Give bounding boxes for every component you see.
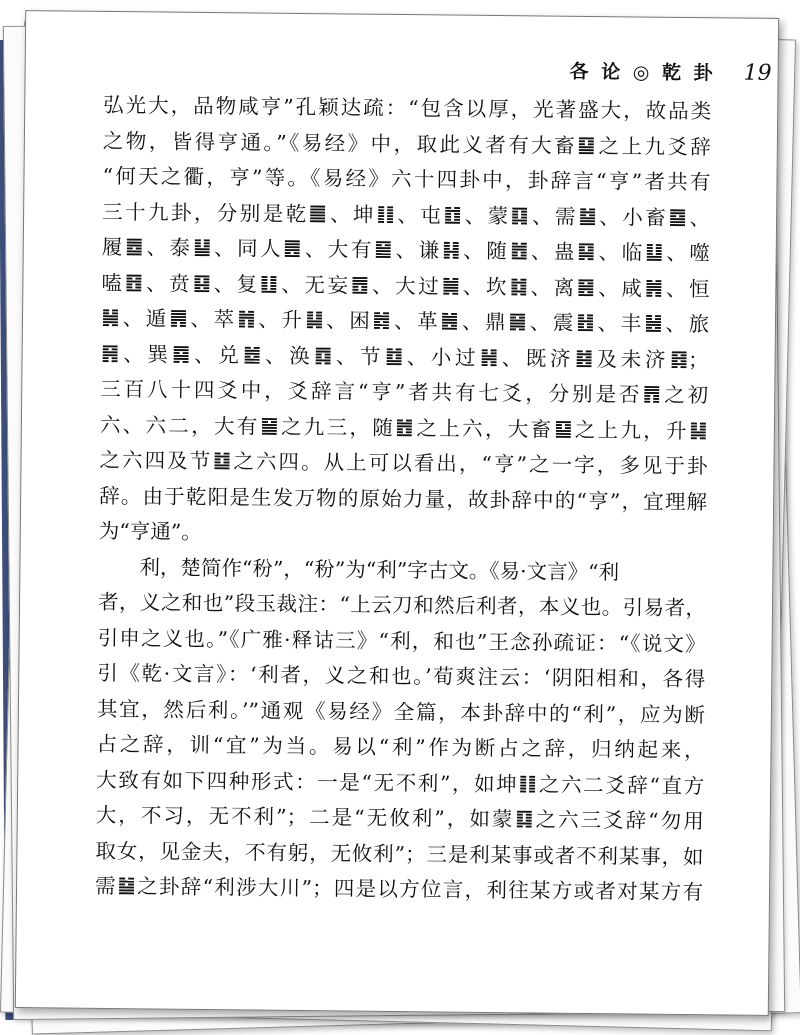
hexagram-icon (194, 274, 209, 292)
text-segment: 、旅 (662, 311, 710, 337)
hexagram-icon (352, 276, 367, 294)
hexagram-icon (578, 314, 593, 332)
hexagram-icon (511, 242, 526, 260)
text-segment: 其宜，然后利。’”通观《易经》全篇，本卦辞中的“利”，应为断 (96, 696, 706, 727)
text-segment: 取女，见金夫，不有躬，无攸利”；三是利某事或者不利某事，如 (95, 838, 704, 869)
text-segment: 、临 (595, 240, 645, 265)
hexagram-icon (512, 207, 527, 225)
text-line (95, 869, 703, 911)
text-segment: 之物，皆得亨通。”《易经》中，取此义者有大畜 (102, 128, 578, 158)
hexagram-icon (378, 205, 393, 223)
text-segment: 、节 (332, 343, 385, 369)
text-segment: 引申之义也。”《广雅·释诂三》“利，和也”王念孙疏证：“《说文》 (97, 625, 706, 656)
text-segment: 大，不习，无不利”；二是“无攸利”，如蒙 (95, 802, 515, 832)
text-line (100, 372, 708, 414)
text-segment: 之六四。从上可以看出，“亨”之一字，多见于卦 (231, 449, 708, 479)
text-segment: 、 (687, 205, 711, 230)
text-segment: 、革 (391, 308, 441, 334)
text-segment: 、蛊 (528, 239, 578, 264)
text-segment: 及未济 (593, 346, 670, 372)
hexagram-icon (285, 240, 300, 258)
text-segment: 、噬 (663, 240, 710, 266)
hexagram-icon (239, 310, 254, 328)
hexagram-icon (315, 347, 330, 365)
text-segment: 、小畜 (596, 204, 669, 230)
text-segment: 之九三，随 (278, 414, 396, 440)
text-segment: 、大有 (302, 236, 375, 262)
text-segment: 、屯 (394, 202, 444, 227)
text-segment: 嗑 (101, 270, 125, 295)
text-segment: 、复 (211, 271, 260, 297)
text-line (103, 88, 711, 130)
text-segment: 之卦辞“利涉大川”；四是以方位言，利往某方或者对某方有 (135, 874, 704, 905)
text-segment: 、离 (527, 274, 577, 300)
text-segment: 辞。由于乾阳是生发万物的原始力量，故卦辞中的“亨”，宜理解 (99, 483, 708, 514)
hexagram-icon (444, 241, 459, 259)
book-page (15, 10, 779, 1016)
page-number: 19 (743, 60, 772, 86)
text-segment: 弘光大，品物咸亨”孔颖达疏：“包含以厚，光著盛大，故品类 (103, 92, 712, 124)
hexagram-icon (670, 208, 685, 226)
text-line (99, 514, 707, 556)
text-segment: 、小过 (403, 344, 480, 370)
text-segment: 、鼎 (459, 309, 509, 335)
text-segment: 之六四及节 (99, 447, 213, 474)
hexagram-icon (126, 274, 141, 292)
hexagram-icon (311, 205, 326, 223)
hexagram-icon (214, 452, 229, 470)
hexagram-icon (445, 206, 460, 224)
text-segment: 、同人 (211, 236, 284, 261)
hexagram-icon (103, 309, 118, 327)
hexagram-icon (374, 312, 389, 330)
hexagram-icon (520, 775, 535, 793)
hexagram-icon (646, 315, 661, 333)
text-segment: 之初 (661, 382, 709, 408)
hexagram-icon (376, 241, 391, 259)
text-segment: 三百八十四爻中，爻辞言“亨”者共有七爻，分别是否 (100, 376, 643, 407)
text-segment: ； (687, 347, 709, 372)
hexagram-icon (647, 244, 662, 262)
text-segment: 、需 (529, 203, 579, 229)
text-segment: 者，义之和也”段玉裁注：“上云刀和然后利者，本义也。引易者， (97, 589, 707, 621)
text-segment: 、兑 (190, 342, 243, 367)
hexagram-icon (576, 349, 591, 367)
text-segment: 、遁 (119, 306, 170, 331)
hexagram-icon (579, 136, 594, 154)
text-segment: 之上六，大畜 (414, 415, 554, 442)
text-segment: 、坎 (460, 274, 510, 299)
text-segment: 、泰 (143, 235, 193, 260)
text-segment: 、涣 (261, 343, 314, 368)
text-segment: 、大过 (369, 273, 442, 298)
text-segment: 利，楚简作“秎”，“秎”为“利”字古文。《易·文言》“利 (139, 554, 620, 584)
text-segment: 大致有如下四种形式：一是“无不利”，如坤 (96, 767, 519, 796)
text-line (96, 727, 704, 769)
text-segment: 、升 (255, 307, 305, 333)
hexagram-icon (397, 418, 412, 436)
text-segment: 、既济 (498, 345, 575, 371)
hexagram-icon (510, 313, 525, 331)
text-line (102, 230, 710, 272)
text-line (102, 159, 710, 201)
text-segment: 、坤 (327, 201, 377, 227)
hexagram-icon (244, 346, 259, 364)
hexagram-icon (646, 279, 661, 297)
hexagram-icon (103, 344, 118, 362)
text-segment: 之上九爻辞 (596, 133, 711, 159)
text-segment: 、困 (323, 308, 373, 333)
page-header (569, 57, 771, 86)
text-segment: 引《乾·文言》：‘利者，义之和也。’荀爽注云：‘阴阳相和，各得 (97, 660, 706, 692)
hexagram-icon (442, 312, 457, 330)
text-segment: “何天之衢，亨”等。《易经》六十四卦中，卦辞言“亨”者共有 (102, 163, 711, 195)
text-line (101, 301, 709, 343)
text-segment: 、贲 (143, 270, 193, 296)
text-line (96, 798, 704, 840)
text-line (98, 585, 706, 627)
text-segment: 履 (101, 234, 125, 260)
hexagram-icon (516, 810, 531, 828)
text-segment: 之六二爻辞“直方 (537, 771, 705, 798)
running-head: 各 论 ◎ 乾 卦 (569, 60, 716, 85)
text-segment: 之六三爻辞“勿用 (533, 807, 704, 834)
hexagram-icon (173, 345, 188, 363)
hexagram-icon (644, 386, 659, 404)
text-segment: 、咸 (595, 275, 645, 301)
text-segment: 需 (94, 873, 118, 899)
hexagram-icon (443, 277, 458, 295)
hexagram-icon (579, 243, 594, 261)
text-segment: 、无妄 (278, 272, 351, 298)
text-segment: 、恒 (663, 276, 710, 301)
text-segment: 、萃 (187, 306, 237, 332)
text-segment: 为“亨通”。 (98, 518, 202, 544)
text-segment: 三十九卦，分别是乾 (102, 199, 309, 226)
text-segment: 、震 (527, 310, 577, 335)
hexagram-icon (386, 347, 401, 365)
hexagram-icon (579, 278, 594, 296)
text-segment: 六、六二，大有 (99, 412, 260, 439)
text-segment: 之上九，升 (572, 417, 690, 443)
hexagram-icon (127, 238, 142, 256)
hexagram-icon (555, 420, 570, 438)
text-segment: 、蒙 (462, 203, 511, 228)
hexagram-icon (306, 311, 321, 329)
hexagram-icon (194, 239, 209, 257)
hexagram-icon (171, 310, 186, 328)
text-segment: 、丰 (594, 311, 644, 336)
text-segment: 、巽 (119, 341, 172, 367)
text-segment: 、谦 (392, 237, 442, 263)
hexagram-icon (262, 275, 277, 293)
hexagram-icon (262, 417, 277, 435)
text-segment: 、随 (460, 238, 510, 264)
text-segment: 占之辞，训“宜”为当。易以“利”作为断占之辞，归纳起来， (96, 731, 705, 763)
hexagram-icon (481, 348, 496, 366)
hexagram-icon (671, 350, 686, 368)
body-text (95, 88, 712, 911)
hexagram-icon (511, 278, 526, 296)
text-line (97, 656, 705, 698)
hexagram-icon (691, 422, 706, 440)
text-line (99, 443, 707, 485)
hexagram-icon (119, 877, 134, 895)
hexagram-icon (580, 207, 595, 225)
